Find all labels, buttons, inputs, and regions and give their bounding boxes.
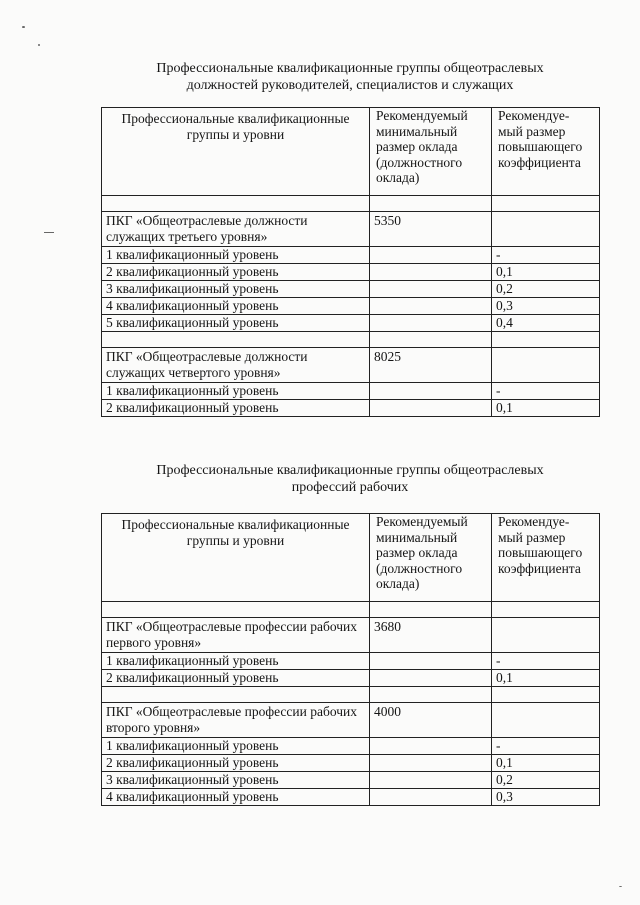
group-coefficient [492, 348, 600, 383]
table-header-row [102, 108, 600, 196]
header-groups-and-levels: Профессиональные квалификационные группы и уровни [102, 108, 370, 196]
level-salary [370, 789, 492, 806]
level-label: 1 квалификационный уровень [102, 653, 370, 670]
level-label: 2 квалификационный уровень [102, 264, 370, 281]
table-group-row [102, 212, 600, 247]
level-salary [370, 772, 492, 789]
header-coefficient: Рекомендуе- мый размер повышающего коэффициента [492, 514, 600, 602]
level-label: 3 квалификационный уровень [102, 772, 370, 789]
section-2-title [100, 462, 600, 496]
group-salary: 4000 [370, 703, 492, 738]
level-salary [370, 670, 492, 687]
level-salary [370, 383, 492, 400]
section-2-title-line-2: профессий рабочих [291, 480, 409, 495]
level-label: 3 квалификационный уровень [102, 281, 370, 298]
level-label: 4 квалификационный уровень [102, 789, 370, 806]
group-name: ПКГ «Общеотраслевые профессии рабочих второго уровня» [102, 703, 370, 738]
level-label: 2 квалификационный уровень [102, 755, 370, 772]
level-coefficient: - [492, 653, 600, 670]
level-coefficient: 0,1 [492, 670, 600, 687]
scan-speck [619, 886, 622, 887]
table-employees-groups [101, 107, 600, 417]
table-group-row [102, 703, 600, 738]
header-groups-and-levels: Профессиональные квалификационные группы и уровни [102, 514, 370, 602]
level-label: 2 квалификационный уровень [102, 670, 370, 687]
level-salary [370, 755, 492, 772]
level-salary [370, 298, 492, 315]
table-row [102, 738, 600, 755]
group-coefficient [492, 618, 600, 653]
section-2-title-line-1: Профессиональные квалификационные группы общеотраслевых [156, 463, 544, 478]
table-row [102, 264, 600, 281]
level-coefficient: 0,3 [492, 298, 600, 315]
group-salary: 3680 [370, 618, 492, 653]
level-label: 1 квалификационный уровень [102, 383, 370, 400]
group-name: ПКГ «Общеотраслевые должности служащих третьего уровня» [102, 212, 370, 247]
scan-speck [22, 26, 25, 28]
level-coefficient: - [492, 247, 600, 264]
group-name: ПКГ «Общеотраслевые профессии рабочих первого уровня» [102, 618, 370, 653]
level-label: 1 квалификационный уровень [102, 738, 370, 755]
table-row [102, 653, 600, 670]
table-row [102, 772, 600, 789]
header-minimum-salary: Рекомендуемый минимальный размер оклада (должностного оклада) [370, 514, 492, 602]
level-salary [370, 653, 492, 670]
level-label: 5 квалификационный уровень [102, 315, 370, 332]
section-1-title [100, 60, 600, 94]
table-spacer-row [102, 332, 600, 348]
table-row [102, 383, 600, 400]
table-spacer-row [102, 196, 600, 212]
level-label: 2 квалификационный уровень [102, 400, 370, 417]
table-row [102, 755, 600, 772]
level-label: 1 квалификационный уровень [102, 247, 370, 264]
section-1-title-line-1: Профессиональные квалификационные группы общеотраслевых [156, 61, 544, 76]
table-spacer-row [102, 602, 600, 618]
level-coefficient: - [492, 383, 600, 400]
table-spacer-row [102, 687, 600, 703]
level-salary [370, 247, 492, 264]
table-row [102, 247, 600, 264]
level-coefficient: 0,2 [492, 772, 600, 789]
group-salary: 8025 [370, 348, 492, 383]
table-row [102, 281, 600, 298]
table-header-row [102, 514, 600, 602]
level-salary [370, 738, 492, 755]
level-label: 4 квалификационный уровень [102, 298, 370, 315]
section-1-title-line-2: должностей руководителей, специалистов и служащих [186, 78, 514, 93]
table-workers-groups [101, 513, 600, 806]
scan-speck [44, 232, 54, 233]
scan-speck [38, 44, 40, 46]
level-coefficient: 0,3 [492, 789, 600, 806]
group-coefficient [492, 703, 600, 738]
level-salary [370, 315, 492, 332]
table-row [102, 789, 600, 806]
group-coefficient [492, 212, 600, 247]
level-salary [370, 281, 492, 298]
level-salary [370, 264, 492, 281]
header-coefficient: Рекомендуе- мый размер повышающего коэффициента [492, 108, 600, 196]
header-minimum-salary: Рекомендуемый минимальный размер оклада (должностного оклада) [370, 108, 492, 196]
group-salary: 5350 [370, 212, 492, 247]
level-salary [370, 400, 492, 417]
table-row [102, 670, 600, 687]
level-coefficient: - [492, 738, 600, 755]
table-group-row [102, 348, 600, 383]
table-row [102, 400, 600, 417]
level-coefficient: 0,1 [492, 400, 600, 417]
table-row [102, 298, 600, 315]
table-group-row [102, 618, 600, 653]
level-coefficient: 0,1 [492, 264, 600, 281]
table-row [102, 315, 600, 332]
group-name: ПКГ «Общеотраслевые должности служащих четвертого уровня» [102, 348, 370, 383]
level-coefficient: 0,2 [492, 281, 600, 298]
level-coefficient: 0,1 [492, 755, 600, 772]
level-coefficient: 0,4 [492, 315, 600, 332]
